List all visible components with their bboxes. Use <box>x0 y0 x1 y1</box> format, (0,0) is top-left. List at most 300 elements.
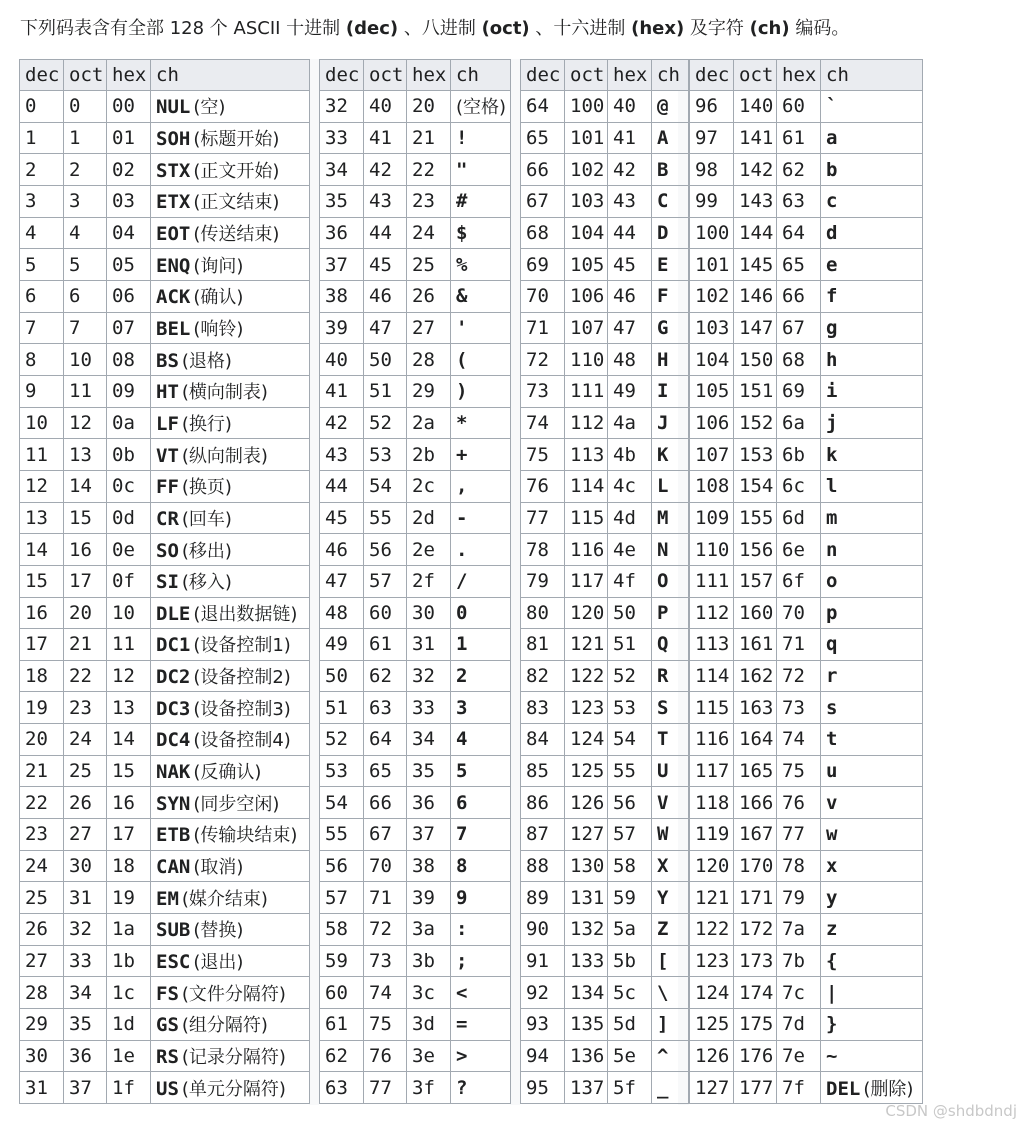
char-symbol: ENQ <box>156 254 191 277</box>
oct-cell: 122 <box>565 660 608 692</box>
dec-cell: 45 <box>320 502 364 534</box>
char-symbol: y <box>826 886 838 909</box>
hex-cell: 4d <box>608 502 652 534</box>
ch-cell <box>652 217 689 249</box>
ch-cell <box>151 787 310 819</box>
table-row <box>320 882 511 914</box>
dec-cell: 97 <box>690 122 734 154</box>
dec-cell: 84 <box>521 724 565 756</box>
ch-cell <box>451 502 511 534</box>
char-symbol: EM <box>156 887 179 910</box>
column-header-oct: oct <box>734 60 777 91</box>
ch-cell <box>652 977 689 1009</box>
dec-cell: 20 <box>20 724 64 756</box>
hex-cell: 13 <box>107 692 151 724</box>
dec-cell: 31 <box>20 1072 64 1104</box>
char-description: (传输块结束) <box>193 825 298 847</box>
char-symbol: % <box>456 253 468 276</box>
ascii-table-4 <box>689 59 923 1104</box>
char-symbol: l <box>826 475 838 498</box>
ch-cell <box>451 629 511 661</box>
hex-cell: 20 <box>407 91 451 123</box>
column-header-dec: dec <box>521 60 565 91</box>
char-symbol: H <box>657 348 669 371</box>
hex-cell: 18 <box>107 850 151 882</box>
oct-cell: 36 <box>64 1040 107 1072</box>
char-description: (同步空闲) <box>193 793 280 815</box>
dec-cell: 92 <box>521 977 565 1009</box>
intro-bold-oct: (oct) <box>481 18 530 39</box>
oct-cell: 110 <box>565 344 608 376</box>
dec-cell: 126 <box>690 1040 734 1072</box>
ch-cell <box>821 724 923 756</box>
dec-cell: 119 <box>690 819 734 851</box>
table-row <box>690 1009 923 1041</box>
table-row <box>20 724 310 756</box>
dec-cell: 26 <box>20 914 64 946</box>
dec-cell: 68 <box>521 217 565 249</box>
char-symbol: M <box>657 506 669 529</box>
intro-text-4: 及字符 <box>684 18 750 39</box>
ch-cell <box>451 977 511 1009</box>
table-row <box>320 819 511 851</box>
dec-cell: 12 <box>20 470 64 502</box>
ch-cell <box>652 1009 689 1041</box>
ch-cell <box>652 280 689 312</box>
oct-cell: 102 <box>565 154 608 186</box>
dec-cell: 93 <box>521 1009 565 1041</box>
dec-cell: 105 <box>690 375 734 407</box>
ch-cell <box>652 502 689 534</box>
dec-cell: 53 <box>320 755 364 787</box>
table-header-row <box>320 60 511 91</box>
hex-cell: 60 <box>777 91 821 123</box>
table-row <box>320 407 511 439</box>
char-symbol: - <box>456 506 468 529</box>
ch-cell <box>821 217 923 249</box>
ch-cell <box>151 439 310 471</box>
table-row <box>690 914 923 946</box>
hex-cell: 52 <box>608 660 652 692</box>
table-row <box>320 692 511 724</box>
table-row <box>20 407 310 439</box>
column-header-dec: dec <box>320 60 364 91</box>
char-description: (换页) <box>181 477 232 499</box>
ch-cell <box>151 470 310 502</box>
oct-cell: 74 <box>364 977 407 1009</box>
oct-cell: 112 <box>565 407 608 439</box>
table-row <box>521 217 689 249</box>
dec-cell: 57 <box>320 882 364 914</box>
char-symbol: d <box>826 221 838 244</box>
oct-cell: 63 <box>364 692 407 724</box>
hex-cell: 58 <box>608 850 652 882</box>
dec-cell: 14 <box>20 534 64 566</box>
table-row <box>20 660 310 692</box>
oct-cell: 105 <box>565 249 608 281</box>
column-header-hex: hex <box>107 60 151 91</box>
oct-cell: 70 <box>364 850 407 882</box>
char-symbol: k <box>826 443 838 466</box>
hex-cell: 76 <box>777 787 821 819</box>
oct-cell: 42 <box>364 154 407 186</box>
table-row <box>20 629 310 661</box>
ch-cell <box>151 1072 310 1104</box>
hex-cell: 24 <box>407 217 451 249</box>
dec-cell: 15 <box>20 565 64 597</box>
oct-cell: 161 <box>734 629 777 661</box>
hex-cell: 48 <box>608 344 652 376</box>
ch-cell <box>652 597 689 629</box>
ch-cell <box>821 692 923 724</box>
char-symbol: T <box>657 728 669 751</box>
hex-cell: 3b <box>407 945 451 977</box>
intro-paragraph <box>20 14 849 40</box>
char-symbol: N <box>657 538 669 561</box>
table-row <box>320 280 511 312</box>
table-row <box>521 882 689 914</box>
table-row <box>690 945 923 977</box>
ch-cell <box>821 629 923 661</box>
char-symbol: Q <box>657 633 669 656</box>
ch-cell <box>652 945 689 977</box>
ch-cell <box>451 407 511 439</box>
dec-cell: 64 <box>521 91 565 123</box>
dec-cell: 2 <box>20 154 64 186</box>
char-symbol: ^ <box>657 1045 669 1068</box>
hex-cell: 68 <box>777 344 821 376</box>
table-row <box>320 534 511 566</box>
hex-cell: 0d <box>107 502 151 534</box>
ch-cell <box>652 1072 689 1104</box>
char-symbol: SI <box>156 571 179 594</box>
dec-cell: 23 <box>20 819 64 851</box>
char-symbol: 3 <box>456 696 468 719</box>
dec-cell: 94 <box>521 1040 565 1072</box>
ch-cell <box>151 375 310 407</box>
column-header-oct: oct <box>565 60 608 91</box>
oct-cell: 57 <box>364 565 407 597</box>
dec-cell: 48 <box>320 597 364 629</box>
hex-cell: 7e <box>777 1040 821 1072</box>
dec-cell: 103 <box>690 312 734 344</box>
char-symbol: BEL <box>156 317 191 340</box>
ch-cell <box>821 502 923 534</box>
table-header-row <box>521 60 689 91</box>
ch-cell <box>821 850 923 882</box>
intro-text-1: 下列码表含有全部 128 个 ASCII 十进制 <box>20 18 346 39</box>
oct-cell: 40 <box>364 91 407 123</box>
dec-cell: 19 <box>20 692 64 724</box>
char-symbol: O <box>657 570 669 593</box>
dec-cell: 91 <box>521 945 565 977</box>
table-row <box>521 470 689 502</box>
ch-cell <box>451 819 511 851</box>
char-symbol: b <box>826 158 838 181</box>
hex-cell: 3a <box>407 914 451 946</box>
hex-cell: 56 <box>608 787 652 819</box>
char-symbol: ETB <box>156 824 191 847</box>
table-row <box>320 1009 511 1041</box>
char-symbol: & <box>456 285 468 308</box>
oct-cell: 43 <box>364 185 407 217</box>
hex-cell: 5c <box>608 977 652 1009</box>
dec-cell: 10 <box>20 407 64 439</box>
ch-cell <box>821 439 923 471</box>
oct-cell: 6 <box>64 280 107 312</box>
ch-cell <box>652 122 689 154</box>
table-row <box>521 502 689 534</box>
oct-cell: 171 <box>734 882 777 914</box>
char-symbol: NAK <box>156 761 191 784</box>
ch-cell <box>821 597 923 629</box>
table-row <box>521 439 689 471</box>
ch-cell <box>151 597 310 629</box>
table-row <box>20 185 310 217</box>
dec-cell: 7 <box>20 312 64 344</box>
oct-cell: 33 <box>64 945 107 977</box>
char-symbol: E <box>657 253 669 276</box>
table-row <box>521 787 689 819</box>
char-symbol: CAN <box>156 856 191 879</box>
hex-cell: 38 <box>407 850 451 882</box>
table-row <box>20 91 310 123</box>
oct-cell: 142 <box>734 154 777 186</box>
oct-cell: 13 <box>64 439 107 471</box>
table-row <box>320 1040 511 1072</box>
oct-cell: 61 <box>364 629 407 661</box>
hex-cell: 3c <box>407 977 451 1009</box>
char-symbol: n <box>826 538 838 561</box>
table-row <box>521 185 689 217</box>
dec-cell: 6 <box>20 280 64 312</box>
table-row <box>20 819 310 851</box>
dec-cell: 67 <box>521 185 565 217</box>
ch-cell <box>652 91 689 123</box>
dec-cell: 95 <box>521 1072 565 1104</box>
dec-cell: 28 <box>20 977 64 1009</box>
char-symbol: 9 <box>456 886 468 909</box>
ch-cell <box>451 185 511 217</box>
hex-cell: 10 <box>107 597 151 629</box>
char-symbol: p <box>826 601 838 624</box>
column-header-ch: ch <box>652 60 689 91</box>
dec-cell: 110 <box>690 534 734 566</box>
hex-cell: 53 <box>608 692 652 724</box>
oct-cell: 106 <box>565 280 608 312</box>
column-header-hex: hex <box>407 60 451 91</box>
oct-cell: 172 <box>734 914 777 946</box>
table-row <box>690 850 923 882</box>
ch-cell <box>652 1040 689 1072</box>
oct-cell: 157 <box>734 565 777 597</box>
hex-cell: 63 <box>777 185 821 217</box>
hex-cell: 6a <box>777 407 821 439</box>
char-description: (移出) <box>181 540 232 562</box>
dec-cell: 127 <box>690 1072 734 1104</box>
dec-cell: 35 <box>320 185 364 217</box>
ch-cell <box>451 375 511 407</box>
char-description: (纵向制表) <box>181 445 268 467</box>
char-description: (媒介结束) <box>181 888 268 910</box>
oct-cell: 37 <box>64 1072 107 1104</box>
hex-cell: 41 <box>608 122 652 154</box>
dec-cell: 37 <box>320 249 364 281</box>
dec-cell: 50 <box>320 660 364 692</box>
char-symbol: @ <box>657 95 669 118</box>
hex-cell: 5f <box>608 1072 652 1104</box>
dec-cell: 125 <box>690 1009 734 1041</box>
ch-cell <box>821 977 923 1009</box>
char-description: (响铃) <box>193 318 244 340</box>
char-description: (回车) <box>181 508 232 530</box>
ch-cell <box>151 945 310 977</box>
hex-cell: 0f <box>107 565 151 597</box>
dec-cell: 61 <box>320 1009 364 1041</box>
hex-cell: 4a <box>608 407 652 439</box>
oct-cell: 22 <box>64 660 107 692</box>
oct-cell: 145 <box>734 249 777 281</box>
hex-cell: 4c <box>608 470 652 502</box>
ascii-table-3 <box>520 59 689 1104</box>
char-symbol: ` <box>826 95 838 118</box>
table-row <box>521 755 689 787</box>
oct-cell: 135 <box>565 1009 608 1041</box>
hex-cell: 7d <box>777 1009 821 1041</box>
dec-cell: 87 <box>521 819 565 851</box>
hex-cell: 01 <box>107 122 151 154</box>
table-row <box>690 597 923 629</box>
table-row <box>690 534 923 566</box>
dec-cell: 60 <box>320 977 364 1009</box>
table-row <box>20 1072 310 1104</box>
ch-cell <box>821 312 923 344</box>
dec-cell: 77 <box>521 502 565 534</box>
table-row <box>20 565 310 597</box>
char-symbol: t <box>826 728 838 751</box>
hex-cell: 72 <box>777 660 821 692</box>
oct-cell: 100 <box>565 91 608 123</box>
char-symbol: # <box>456 190 468 213</box>
ch-cell <box>821 534 923 566</box>
table-row <box>20 534 310 566</box>
ch-cell <box>151 502 310 534</box>
char-symbol: } <box>826 1013 838 1036</box>
dec-cell: 33 <box>320 122 364 154</box>
hex-cell: 11 <box>107 629 151 661</box>
table-row <box>521 692 689 724</box>
ch-cell <box>652 787 689 819</box>
char-symbol: z <box>826 918 838 941</box>
ch-cell <box>451 249 511 281</box>
column-header-dec: dec <box>690 60 734 91</box>
char-description: (设备控制1) <box>193 635 291 657</box>
char-symbol: STX <box>156 159 191 182</box>
char-symbol: > <box>456 1045 468 1068</box>
char-symbol: SO <box>156 539 179 562</box>
hex-cell: 23 <box>407 185 451 217</box>
ch-cell <box>151 280 310 312</box>
char-symbol: ETX <box>156 191 191 214</box>
dec-cell: 44 <box>320 470 364 502</box>
char-description: (单元分隔符) <box>181 1078 286 1100</box>
oct-cell: 155 <box>734 502 777 534</box>
ch-cell <box>652 534 689 566</box>
ch-cell <box>821 1040 923 1072</box>
dec-cell: 59 <box>320 945 364 977</box>
oct-cell: 41 <box>364 122 407 154</box>
ch-cell <box>821 945 923 977</box>
table-header-row <box>690 60 923 91</box>
dec-cell: 8 <box>20 344 64 376</box>
dec-cell: 88 <box>521 850 565 882</box>
hex-cell: 0e <box>107 534 151 566</box>
char-symbol: SUB <box>156 919 191 942</box>
table-row <box>521 407 689 439</box>
hex-cell: 31 <box>407 629 451 661</box>
table-row <box>320 249 511 281</box>
char-symbol: LF <box>156 412 179 435</box>
oct-cell: 7 <box>64 312 107 344</box>
dec-cell: 22 <box>20 787 64 819</box>
ch-cell <box>151 850 310 882</box>
oct-cell: 156 <box>734 534 777 566</box>
char-symbol: x <box>826 855 838 878</box>
table-row <box>20 692 310 724</box>
ch-cell <box>151 755 310 787</box>
table-row <box>521 724 689 756</box>
char-symbol: 0 <box>456 601 468 624</box>
oct-cell: 137 <box>565 1072 608 1104</box>
table-row <box>690 407 923 439</box>
ch-cell <box>821 882 923 914</box>
dec-cell: 0 <box>20 91 64 123</box>
oct-cell: 153 <box>734 439 777 471</box>
table-row <box>320 977 511 1009</box>
table-row <box>521 344 689 376</box>
char-symbol: * <box>456 411 468 434</box>
table-row <box>20 249 310 281</box>
table-row <box>521 534 689 566</box>
hex-cell: 1f <box>107 1072 151 1104</box>
hex-cell: 42 <box>608 154 652 186</box>
dec-cell: 78 <box>521 534 565 566</box>
char-symbol: RS <box>156 1046 179 1069</box>
hex-cell: 02 <box>107 154 151 186</box>
table-row <box>320 787 511 819</box>
dec-cell: 96 <box>690 91 734 123</box>
hex-cell: 27 <box>407 312 451 344</box>
table-row <box>20 1009 310 1041</box>
oct-cell: 50 <box>364 344 407 376</box>
ch-cell <box>451 565 511 597</box>
ch-cell <box>821 565 923 597</box>
ch-cell <box>821 660 923 692</box>
hex-cell: 4e <box>608 534 652 566</box>
hex-cell: 17 <box>107 819 151 851</box>
table-row <box>20 850 310 882</box>
char-symbol: Y <box>657 886 669 909</box>
ch-cell <box>652 249 689 281</box>
hex-cell: 44 <box>608 217 652 249</box>
oct-cell: 25 <box>64 755 107 787</box>
table-row <box>320 629 511 661</box>
hex-cell: 7f <box>777 1072 821 1104</box>
hex-cell: 61 <box>777 122 821 154</box>
table-row <box>320 439 511 471</box>
dec-cell: 58 <box>320 914 364 946</box>
hex-cell: 59 <box>608 882 652 914</box>
